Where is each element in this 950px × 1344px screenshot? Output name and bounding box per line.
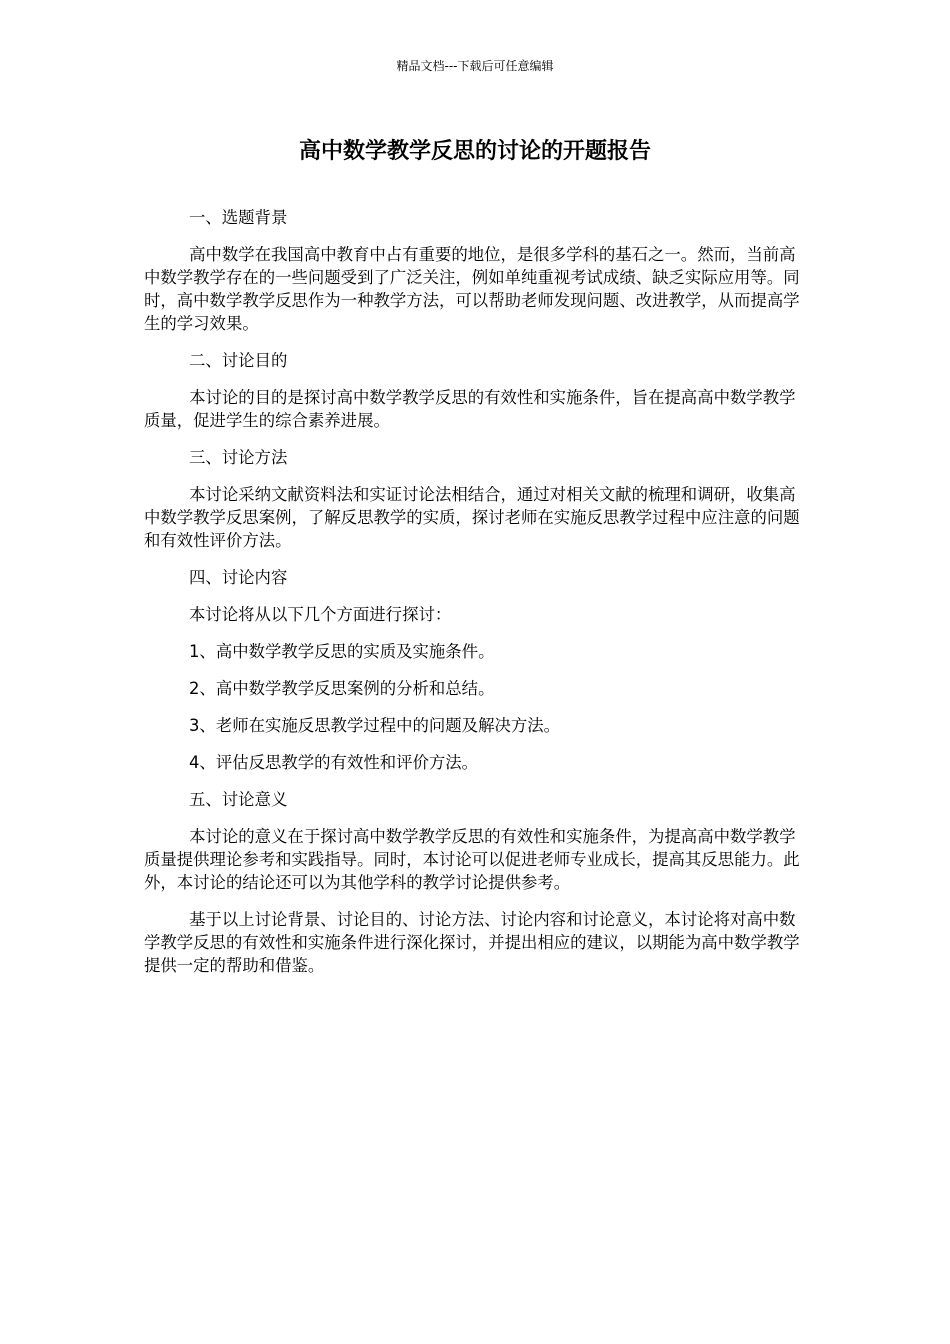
paragraph-significance: 本讨论的意义在于探讨高中数学教学反思的有效性和实施条件，为提高高中数学教学质量提供理论参考和实践指导。同时，本讨论可以促进老师专业成长，提高其反思能力。此外，本讨论的结论还可以为其他学科的教学讨论提供参考。: [144, 827, 800, 892]
section-heading-significance: 五、讨论意义: [189, 790, 288, 809]
page-title: 高中数学教学反思的讨论的开题报告: [298, 139, 651, 164]
section-heading-content: 四、讨论内容: [189, 568, 288, 587]
paragraph-method: 本讨论采纳文献资料法和实证讨论法相结合，通过对相关文献的梳理和调研，收集高中数学教学反思案例，了解反思教学的实质，探讨老师在实施反思教学过程中应注意的问题和有效性评价方法。: [144, 485, 800, 550]
list-item: 1、高中数学教学反思的实质及实施条件。: [189, 642, 495, 661]
document-body: [144, 206, 806, 991]
list-item: 3、老师在实施反思教学过程中的问题及解决方法。: [189, 716, 561, 735]
paragraph-purpose: 本讨论的目的是探讨高中数学教学反思的有效性和实施条件，旨在提高高中数学教学质量，促进学生的综合素养进展。: [144, 388, 796, 430]
section-heading-background: 一、选题背景: [189, 208, 288, 227]
section-heading-purpose: 二、讨论目的: [189, 351, 288, 370]
paragraph-conclusion: 基于以上讨论背景、讨论目的、讨论方法、讨论内容和讨论意义，本讨论将对高中数学教学反思的有效性和实施条件进行深化探讨，并提出相应的建议，以期能为高中数学教学提供一定的帮助和借鉴。: [144, 910, 800, 975]
paragraph-background: 高中数学在我国高中教育中占有重要的地位，是很多学科的基石之一。然而，当前高中数学教学存在的一些问题受到了广泛关注，例如单纯重视考试成绩、缺乏实际应用等。同时，高中数学教学反思作为一种教学方法，可以帮助老师发现问题、改进教学，从而提高学生的学习效果。: [144, 245, 800, 333]
list-item: 4、评估反思教学的有效性和评价方法。: [189, 753, 479, 772]
list-item: 2、高中数学教学反思案例的分析和总结。: [189, 679, 495, 698]
header-note: 精品文档---下载后可任意编辑: [396, 59, 554, 73]
section-heading-method: 三、讨论方法: [189, 448, 288, 467]
content-intro: 本讨论将从以下几个方面进行探讨：: [189, 605, 452, 624]
